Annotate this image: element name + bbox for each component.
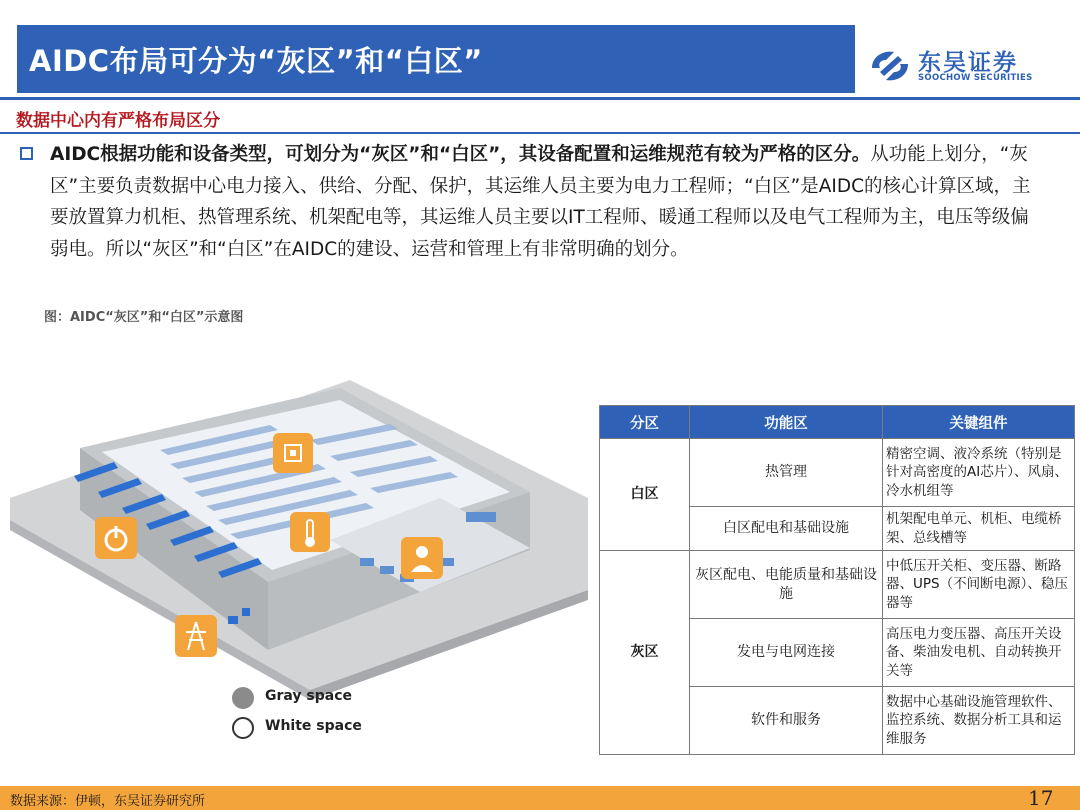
table-header-row <box>600 406 1075 439</box>
chip-icon <box>273 433 313 473</box>
components-cell: 数据中心基础设施管理软件、监控系统、数据分析工具和运维服务 <box>883 687 1075 755</box>
components-cell: 高压电力变压器、高压开关设备、柴油发电机、自动转换开关等 <box>883 619 1075 687</box>
figure-caption: 图：AIDC“灰区”和“白区”示意图 <box>44 310 244 325</box>
thermometer-icon <box>290 512 330 552</box>
zone-components-table <box>599 405 1075 755</box>
engineer-icon <box>401 537 443 579</box>
white-space-swatch <box>232 717 254 739</box>
gray-space-swatch <box>232 687 254 709</box>
function-cell: 热管理 <box>690 439 883 507</box>
column-header-zone: 分区 <box>600 406 690 439</box>
column-header-function: 功能区 <box>690 406 883 439</box>
function-cell: 白区配电和基础设施 <box>690 507 883 551</box>
components-cell: 精密空调、液冷系统（特别是针对高密度的AI芯片）、风扇、冷水机组等 <box>883 439 1075 507</box>
zone-cell-white: 白区 <box>600 439 690 551</box>
title-bar <box>17 25 855 93</box>
power-tower-icon <box>175 615 217 657</box>
section-heading: 数据中心内有严格布局区分 <box>16 111 220 131</box>
body-paragraph <box>50 139 1035 265</box>
components-cell: 机架配电单元、机柜、电缆桥架、总线槽等 <box>883 507 1075 551</box>
bullet-square-icon <box>20 147 33 160</box>
page-number: 17 <box>1028 786 1054 810</box>
section-divider <box>0 132 1080 134</box>
data-source: 数据来源：伊顿，东吴证券研究所 <box>10 794 206 809</box>
function-cell: 软件和服务 <box>690 687 883 755</box>
page-title: AIDC布局可分为“灰区”和“白区” <box>29 44 483 78</box>
logo-brand-en: SOOCHOW SECURITIES <box>918 73 1033 83</box>
components-cell: 中低压开关柜、变压器、断路器、UPS（不间断电源）、稳压器等 <box>883 551 1075 619</box>
table-row <box>600 551 1075 619</box>
function-cell: 灰区配电、电能质量和基础设施 <box>690 551 883 619</box>
logo-brand-cn: 东吴证券 <box>918 50 1018 76</box>
legend-label: Gray space <box>265 688 353 704</box>
column-header-components: 关键组件 <box>883 406 1075 439</box>
zone-cell-gray: 灰区 <box>600 551 690 755</box>
body-lead: AIDC根据功能和设备类型，可划分为“灰区”和“白区”，其设备配置和运维规范有较为严格的区分。 <box>50 144 871 165</box>
header-divider <box>0 97 1080 100</box>
soochow-logo-icon <box>868 46 912 86</box>
function-cell: 发电与电网连接 <box>690 619 883 687</box>
legend-label: White space <box>265 718 362 734</box>
company-logo <box>868 44 1048 88</box>
power-icon <box>95 517 137 559</box>
body-text: 从功能上划分，“灰区”主要负责数据中心电力接入、供给、分配、保护，其运维人员主要为电力工程师；“白区”是AIDC的核心计算区域，主要放置算力机柜、热管理系统、机架配电等，其运维人员主要以IT工程师、暖通工程师以及电气工程师为主，电压等级偏弱电。所以“灰区”和“白区”在AIDC的建设、运营和管理上有非常明确的划分。 <box>50 144 1031 260</box>
table-row <box>600 439 1075 507</box>
